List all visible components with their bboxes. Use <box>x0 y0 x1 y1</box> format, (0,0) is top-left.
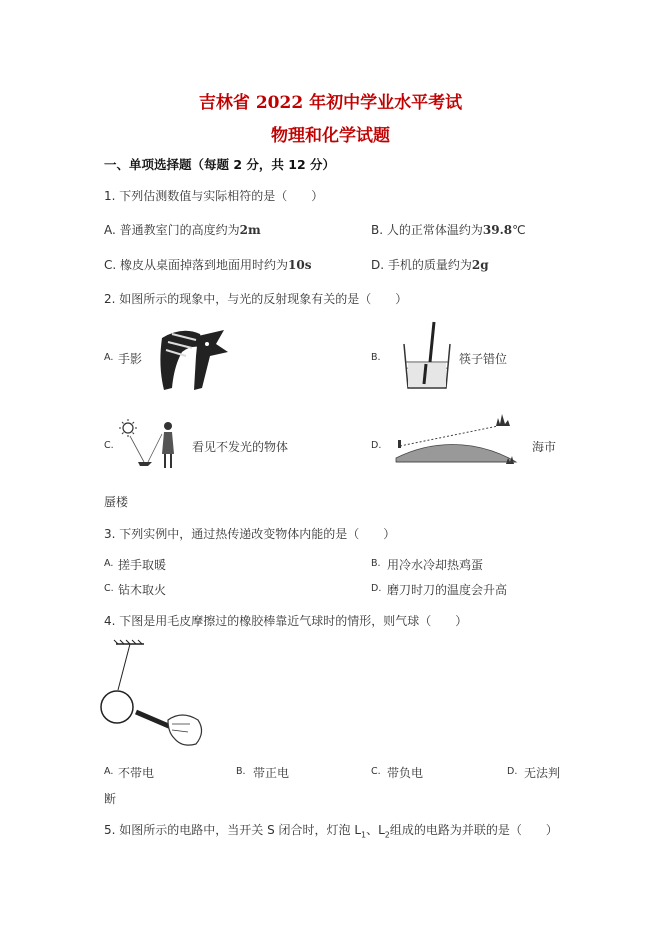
q3-option-a: 搓手取暖 <box>118 558 167 572</box>
q5-sub-2: 2 <box>384 830 390 840</box>
q3-option-b: 用冷水冷却热鸡蛋 <box>387 558 484 572</box>
q3-stem: 3. 下列实例中，通过热传递改变物体内能的是（ ） <box>104 527 396 541</box>
page-title: 吉林省 2022 年初中学业水平考试 <box>198 93 463 113</box>
q5-stem-post: 组成的电路为并联的是（ ） <box>389 823 558 837</box>
q1-option-b <box>371 221 526 238</box>
q4-option-d: 无法判 <box>524 766 561 780</box>
q1-option-d-text: D. 手机的质量约为 <box>371 258 472 272</box>
q5-stem-mid: 、L <box>366 823 385 837</box>
q1-stem: 1. 下列估测数值与实际相符的是（ ） <box>104 189 324 203</box>
q2-option-a-label: 手影 <box>118 352 143 366</box>
q1-option-b-value: 39.8 <box>482 223 513 237</box>
q4-option-a: 不带电 <box>118 766 155 780</box>
q1-option-c-text: C. 橡皮从桌面掉落到地面用时约为 <box>104 258 289 272</box>
q2-option-b-label: 筷子错位 <box>459 352 508 366</box>
q4-option-d-letter: D. <box>507 766 518 777</box>
q1-option-c-value: 10s <box>288 258 312 272</box>
q3-option-b-letter: B. <box>371 558 381 569</box>
q2-option-c-letter: C. <box>104 440 114 451</box>
q2-stem: 2. 如图所示的现象中，与光的反射现象有关的是（ ） <box>104 292 408 306</box>
hand-shadow-image <box>152 326 232 396</box>
q4-option-d-wrap: 断 <box>104 792 117 806</box>
q4-option-a-letter: A. <box>104 766 114 777</box>
q3-option-c: 钻木取火 <box>118 583 167 597</box>
q1-option-a-text: A. 普通教室门的高度约为 <box>104 223 240 237</box>
q2-option-b-letter: B. <box>371 352 381 363</box>
q3-option-d: 磨刀时刀的温度会升高 <box>387 583 508 597</box>
q1-option-d-value: 2g <box>471 258 489 272</box>
q2-option-c-label: 看见不发光的物体 <box>192 440 289 454</box>
page-subtitle: 物理和化学试题 <box>271 126 390 146</box>
q5-stem-pre: 5. 如图所示的电路中，当开关 S 闭合时，灯泡 L <box>104 823 362 837</box>
mirage-image <box>392 410 522 482</box>
q1-option-d <box>371 256 489 273</box>
q2-option-d-label-wrap: 蜃楼 <box>104 495 129 509</box>
q5-stem <box>104 821 558 839</box>
q1-option-b-text: B. 人的正常体温约为 <box>371 223 483 237</box>
section-heading: 一、单项选择题（每题 2 分，共 12 分） <box>104 157 336 172</box>
q1-option-a-value: 2m <box>239 223 261 237</box>
q4-option-b: 带正电 <box>253 766 290 780</box>
balloon-rod-image <box>96 640 216 750</box>
q2-option-a-letter: A. <box>104 352 114 363</box>
q4-option-b-letter: B. <box>236 766 246 777</box>
q3-option-c-letter: C. <box>104 583 114 594</box>
chopsticks-glass-image <box>400 322 456 392</box>
q2-option-d-label: 海市 <box>532 440 557 454</box>
q1-option-a <box>104 221 261 238</box>
q1-option-c <box>104 256 311 273</box>
q2-option-d-letter: D. <box>371 440 382 451</box>
q4-stem: 4. 下图是用毛皮摩擦过的橡胶棒靠近气球时的情形，则气球（ ） <box>104 614 468 628</box>
sun-person-image <box>116 418 186 474</box>
q4-option-c-letter: C. <box>371 766 381 777</box>
q3-option-d-letter: D. <box>371 583 382 594</box>
q4-option-c: 带负电 <box>387 766 424 780</box>
q5-sub-1: 1 <box>361 830 367 840</box>
q3-option-a-letter: A. <box>104 558 114 569</box>
q1-option-b-unit: ℃ <box>512 223 526 237</box>
